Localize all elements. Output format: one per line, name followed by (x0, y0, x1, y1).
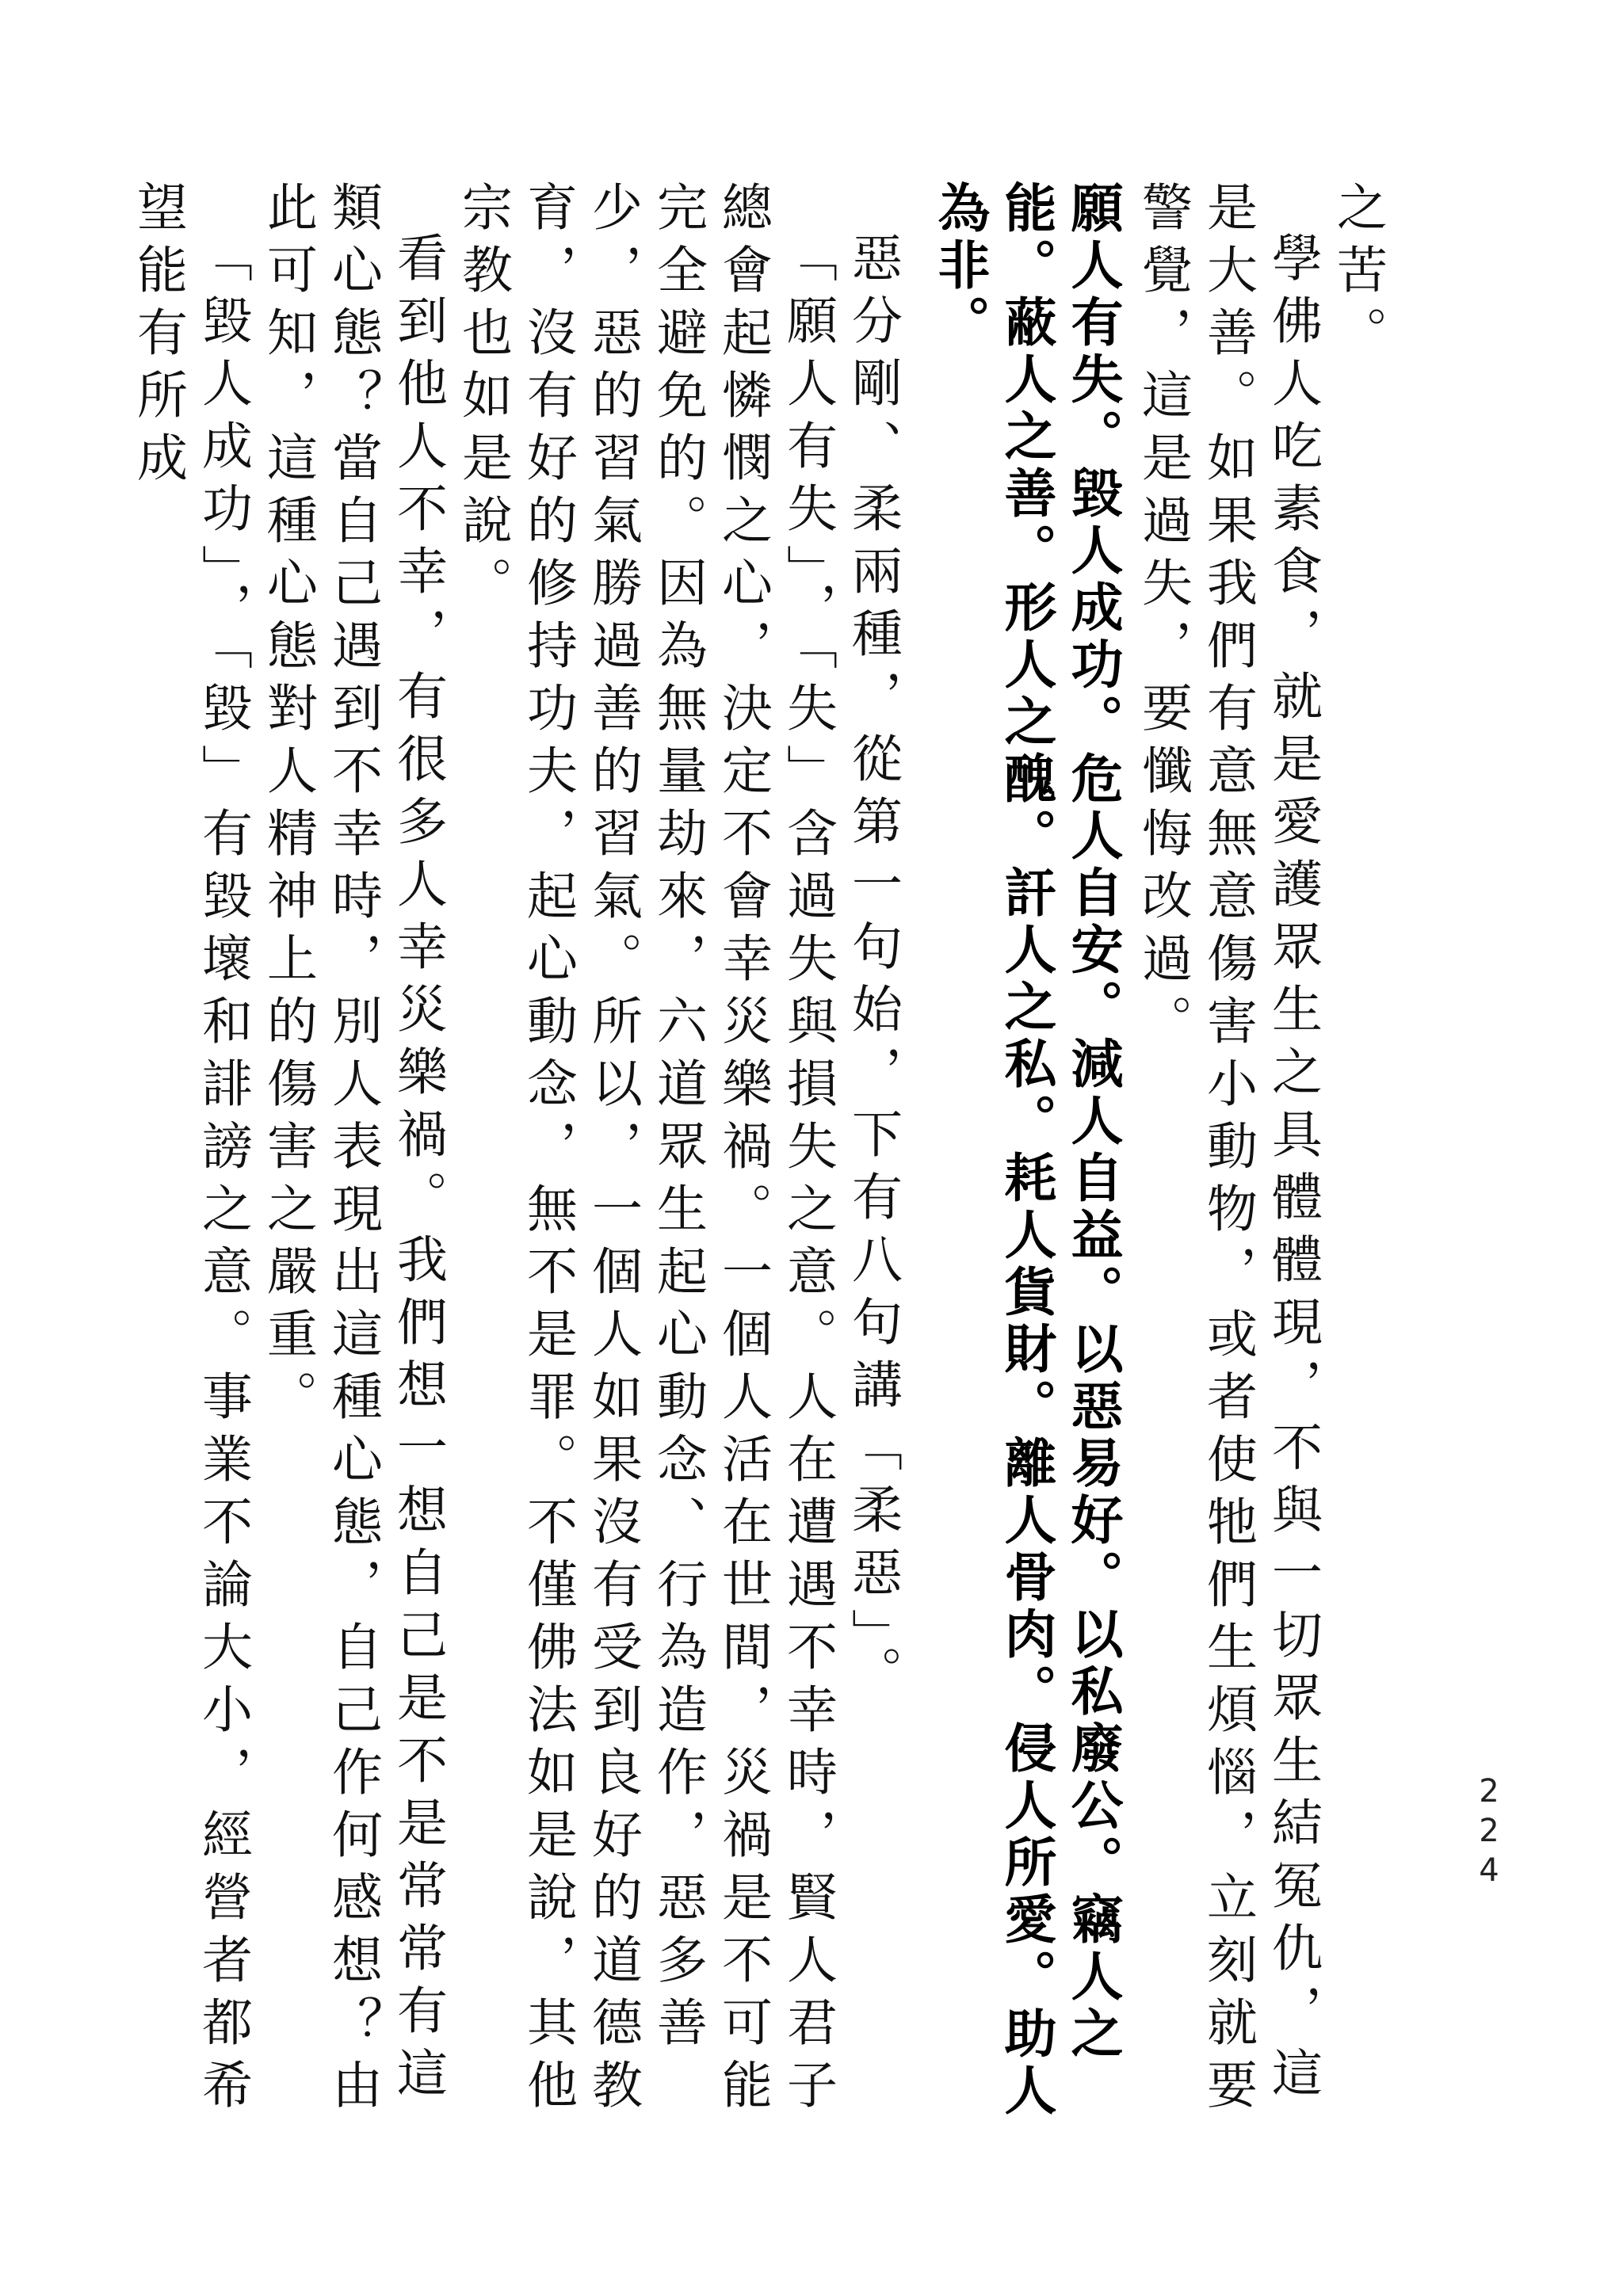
paragraph-continuation: 之苦。 (1328, 181, 1387, 368)
page-number: 224 (1471, 1773, 1507, 1892)
scripture-verse: 願人有失。毀人成功。危人自安。減人自益。以惡易好。以私廢公。竊人之能。蔽人之善。形人之醜。訐人之私。耗人貨財。離人骨肉。侵人所愛。助人為非。 (929, 181, 1123, 2120)
paragraph-evil-types: 惡分剛、柔兩種，從第一句始，下有八句講「柔惡」。 (843, 231, 902, 1708)
paragraph-vegetarian: 學佛人吃素食，就是愛護眾生之具體體現，不與一切眾生結冤仇，這是大善。如果我們有意無意傷害小動物，或者使牠們生煩惱，立刻就要警覺，這是過失，要懺悔改過。 (1133, 181, 1322, 2121)
vertical-text-body (125, 181, 1390, 2122)
paragraph-ruin-success: 「毀人成功」，「毀」有毀壞和誹謗之意。事業不論大小，經營者都希望能有所成 (128, 181, 252, 2121)
paragraph-wish-others-loss: 「願人有失」，「失」含過失與損失之意。人在遭遇不幸時，賢人君子總會起憐憫之心，決定不會幸災樂禍。一個人活在世間，災禍是不可能完全避免的。因為無量劫來，六道眾生起心動念、行為造作，惡多善少，惡的習氣勝過善的習氣。所以，一個人如果沒有受到良好的道德教育，沒有好的修持功夫，起心動念，無不是罪。不僅佛法如是說，其他宗教也如是說。 (453, 181, 837, 2121)
paragraph-schadenfreude: 看到他人不幸，有很多人幸災樂禍。我們想一想自己是不是常常有這類心態？當自己遇到不幸時，別人表現出這種心態，自己作何感想？由此可知，這種心態對人精神上的傷害之嚴重。 (258, 181, 447, 2121)
